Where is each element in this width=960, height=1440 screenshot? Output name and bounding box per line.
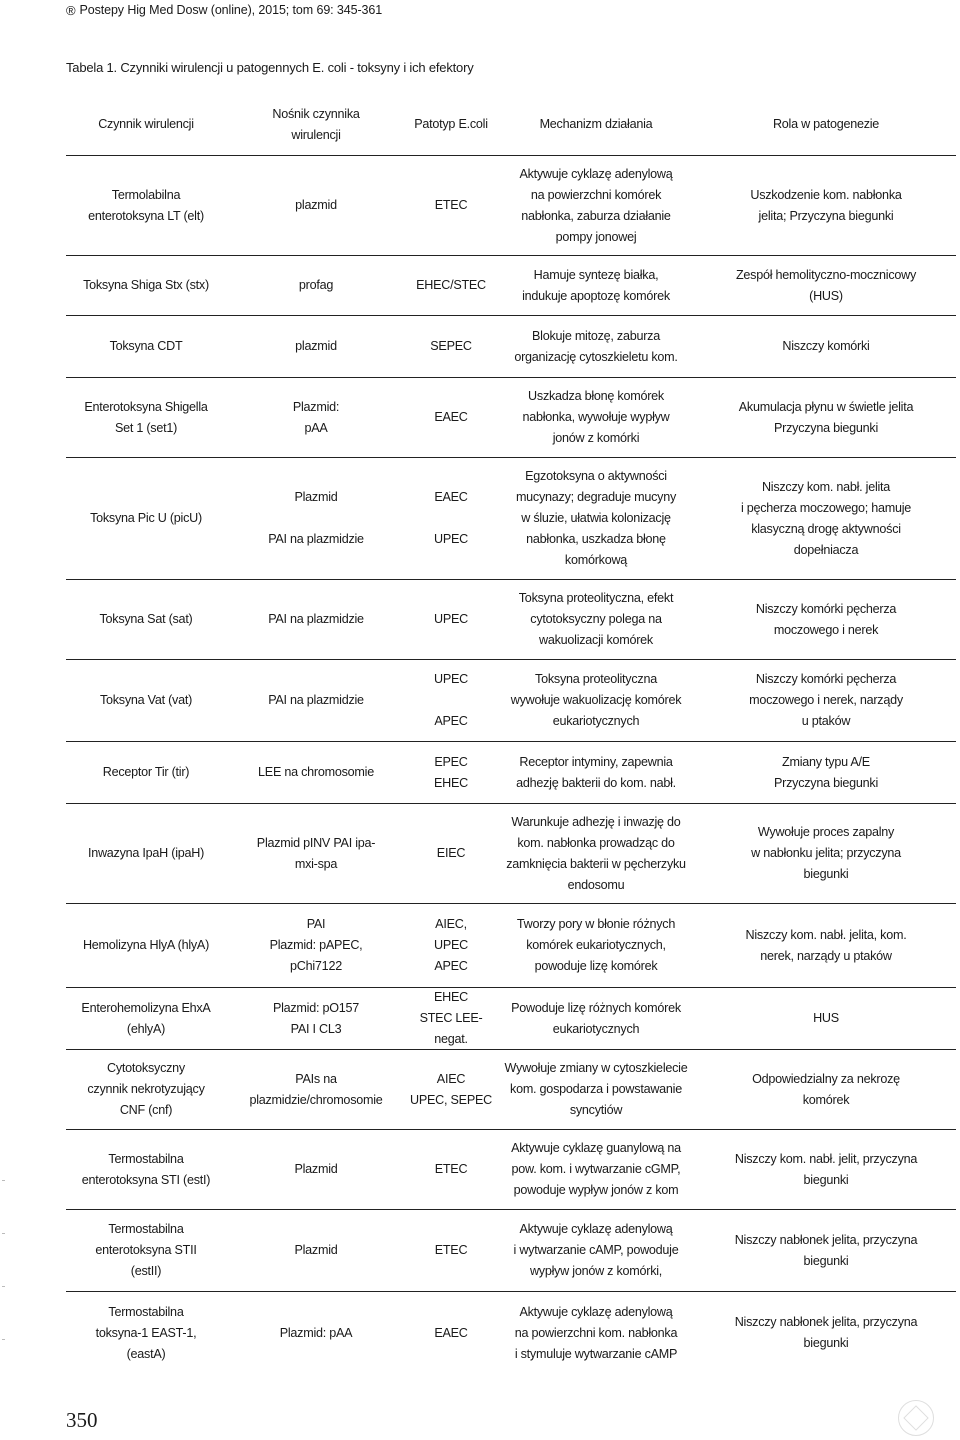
table-cell: Receptor intyminy, zapewnia adhezję bakterii do kom. nabł.	[516, 754, 676, 790]
table-cell: Niszczy nabłonek jelita, przyczyna biegunki	[734, 1232, 918, 1268]
table-body	[66, 156, 956, 1374]
table-cell: Toksyna proteolityczna, efekt cytotoksyczny polega na wakuolizacji komórek	[518, 591, 674, 647]
table-cell: Inwazyna IpaH (ipaH)	[87, 846, 205, 860]
table-cell: Niszczy nabłonek jelita, przyczyna biegunki	[734, 1315, 918, 1350]
table-cell: Uszkodzenie kom. nabłonka jelita; Przyczyna biegunki	[750, 187, 902, 223]
table-cell: Toksyna Vat (vat)	[99, 693, 193, 707]
table-header-row	[66, 94, 956, 156]
table-cell: EAEC UPEC	[434, 490, 468, 546]
journal-citation: Postepy Hig Med Dosw (online), 2015; tom 69: 345-361	[79, 3, 383, 17]
table-cell: PAI Plazmid: pAPEC, pChi7122	[269, 917, 363, 973]
table-cell: AIEC, UPEC APEC	[434, 917, 468, 973]
table-cell: Plazmid PAI na plazmidzie	[268, 490, 364, 546]
column-header: Mechanizm działania	[539, 117, 653, 131]
table-cell: Zespół hemolityczno-mocznicowy (HUS)	[735, 267, 917, 303]
table-cell: EIEC	[436, 846, 466, 860]
table-cell: Plazmid	[294, 1162, 338, 1176]
table-row	[66, 1210, 956, 1292]
table-cell: Enterotoksyna Shigella Set 1 (set1)	[84, 399, 208, 435]
table-cell: Plazmid: pAA	[279, 1325, 353, 1340]
table-cell: EHEC STEC LEE-negat.	[419, 990, 483, 1046]
table-cell: Warunkuje adhezję i inwazję do kom. nabłonka prowadząc do zamknięcia bakterii w pęcherzyku endosomu	[506, 814, 686, 892]
table-cell: plazmid	[295, 198, 337, 212]
table-cell: Niszczy kom. nabł. jelita i pęcherza moczowego; hamuje klasyczną drogę aktywności dopełniacza	[740, 479, 912, 557]
table-cell: Niszczy komórki pęcherza moczowego i nerek, narządy u ptaków	[749, 672, 903, 728]
table-cell: ETEC	[434, 1162, 468, 1176]
table-cell: UPEC APEC	[434, 672, 468, 728]
table-cell: Wywołuje proces zapalny w nabłonku jelita; przyczyna biegunki	[751, 825, 901, 881]
table-row	[66, 316, 956, 378]
table-cell: Toksyna Shiga Stx (stx)	[83, 278, 209, 292]
table-cell: Blokuje mitozę, zaburza organizację cytoszkieletu kom.	[514, 328, 678, 364]
table-row	[66, 904, 956, 988]
table-row	[66, 580, 956, 660]
table-cell: profag	[298, 278, 334, 292]
table-cell: Termostabilna enterotoksyna STII (estII)	[95, 1222, 197, 1278]
table-cell: Aktywuje cyklazę adenylową na powierzchni kom. nabłonka i stymuluje wytwarzanie cAMP	[514, 1304, 678, 1361]
table-cell: Niszczy kom. nabł. jelit, przyczyna biegunki	[734, 1151, 918, 1187]
table-cell: PAI na plazmidzie	[268, 693, 364, 707]
table-cell: LEE na chromosomie	[258, 765, 374, 779]
table-row	[66, 1292, 956, 1374]
table-caption: Tabela 1. Czynniki wirulencji u patogennych E. coli - toksyny i ich efektory	[66, 60, 474, 75]
table-cell: Odpowiedzialny za nekrozę komórek	[752, 1071, 900, 1107]
table-cell: UPEC	[434, 612, 468, 626]
table-cell: AIEC UPEC, SEPEC	[410, 1071, 492, 1107]
registered-logo-icon: ®	[66, 2, 76, 18]
table-cell: PAIs na plazmidzie/chromosomie	[249, 1071, 383, 1107]
table-row	[66, 156, 956, 256]
table-row	[66, 804, 956, 904]
table-cell: Plazmid: pAA	[292, 399, 340, 435]
table-cell: Plazmid: pO157 PAI I CL3	[272, 1000, 360, 1036]
table-row	[66, 1050, 956, 1130]
table-cell: Niszczy komórki	[782, 339, 870, 353]
table-row	[66, 742, 956, 804]
table-cell: Aktywuje cyklazę adenylową na powierzchni komórek nabłonka, zaburza działanie pompy jonowej	[519, 166, 673, 244]
table-cell: SEPEC	[430, 339, 472, 353]
table-cell: ETEC	[434, 198, 468, 212]
table-cell: Termostabilna enterotoksyna STI (estI)	[81, 1151, 211, 1187]
table-cell: Hamuje syntezę białka, indukuje apoptozę komórek	[522, 267, 670, 303]
table-cell: Termostabilna toksyna-1 EAST-1, (eastA)	[95, 1304, 197, 1361]
table-cell: PAI na plazmidzie	[268, 612, 364, 626]
table-cell: Wywołuje zmiany w cytoszkielecie kom. gospodarza i powstawanie syncytiów	[504, 1061, 688, 1117]
table-cell: ETEC	[434, 1243, 468, 1257]
table-cell: Niszczy komórki pęcherza moczowego i nerek	[755, 601, 897, 637]
column-header: Patotyp E.coli	[414, 117, 488, 131]
table-cell: Zmiany typu A/E Przyczyna biegunki	[774, 754, 878, 790]
column-header: Nośnik czynnika wirulencji	[272, 106, 360, 142]
table-cell: EAEC	[434, 410, 468, 424]
virulence-table	[66, 94, 956, 1374]
page-number: 350	[66, 1408, 98, 1432]
table-row	[66, 660, 956, 742]
table-cell: Receptor Tir (tir)	[102, 765, 190, 779]
table-cell: Cytotoksyczny czynnik nekrotyzujący CNF (cnf)	[87, 1061, 205, 1117]
table-cell: Enterohemolizyna EhxA (ehlyA)	[81, 1000, 211, 1036]
table-row	[66, 988, 956, 1050]
table-row	[66, 378, 956, 458]
table-row	[66, 458, 956, 580]
table-cell: Hemolizyna HlyA (hlyA)	[82, 938, 210, 952]
table-cell: Aktywuje cyklazę guanylową na pow. kom. i wytwarzanie cGMP, powoduje wypływ jonów z kom	[511, 1141, 681, 1197]
table-cell: Plazmid pINV PAI ipa- mxi-spa	[256, 835, 376, 871]
table-cell: Toksyna CDT	[109, 339, 183, 353]
table-cell: Termolabilna enterotoksyna LT (elt)	[88, 187, 204, 223]
publisher-watermark-icon	[898, 1400, 934, 1436]
journal-header	[66, 0, 382, 20]
table-cell: Powoduje lizę różnych komórek eukariotycznych	[511, 1000, 681, 1036]
table-cell: Egzotoksyna o aktywności mucynazy; degraduje mucyny w śluzie, ułatwia kolonizację nabłonka, uszkadza błonę komórkową	[515, 469, 677, 567]
table-cell: Aktywuje cyklazę adenylową i wytwarzanie cAMP, powoduje wypływ jonów z komórki,	[513, 1222, 679, 1278]
column-header: Czynnik wirulencji	[98, 117, 194, 131]
column-header: Rola w patogenezie	[772, 117, 880, 131]
table-cell: Toksyna Sat (sat)	[99, 612, 193, 626]
table-cell: EAEC	[434, 1325, 468, 1340]
table-cell: plazmid	[295, 339, 337, 353]
table-cell: Toksyna Pic U (picU)	[90, 511, 202, 525]
table-cell: Tworzy pory w błonie różnych komórek eukariotycznych, powoduje lizę komórek	[516, 917, 676, 973]
table-cell: Akumulacja płynu w świetle jelita Przyczyna biegunki	[738, 399, 914, 435]
table-row	[66, 256, 956, 316]
table-cell: Uszkadza błonę komórek nabłonka, wywołuje wypływ jonów z komórki	[522, 389, 670, 445]
table-cell: HUS	[813, 1011, 839, 1025]
table-cell: EHEC/STEC	[416, 278, 486, 292]
table-row	[66, 1130, 956, 1210]
margin-marks	[2, 1180, 6, 1400]
table-cell: Toksyna proteolityczna wywołuje wakuolizację komórek eukariotycznych	[510, 672, 682, 728]
table-cell: Plazmid	[294, 1243, 338, 1257]
table-cell: Niszczy kom. nabł. jelita, kom. nerek, narządy u ptaków	[745, 927, 907, 963]
table-cell: EPEC EHEC	[434, 754, 468, 790]
